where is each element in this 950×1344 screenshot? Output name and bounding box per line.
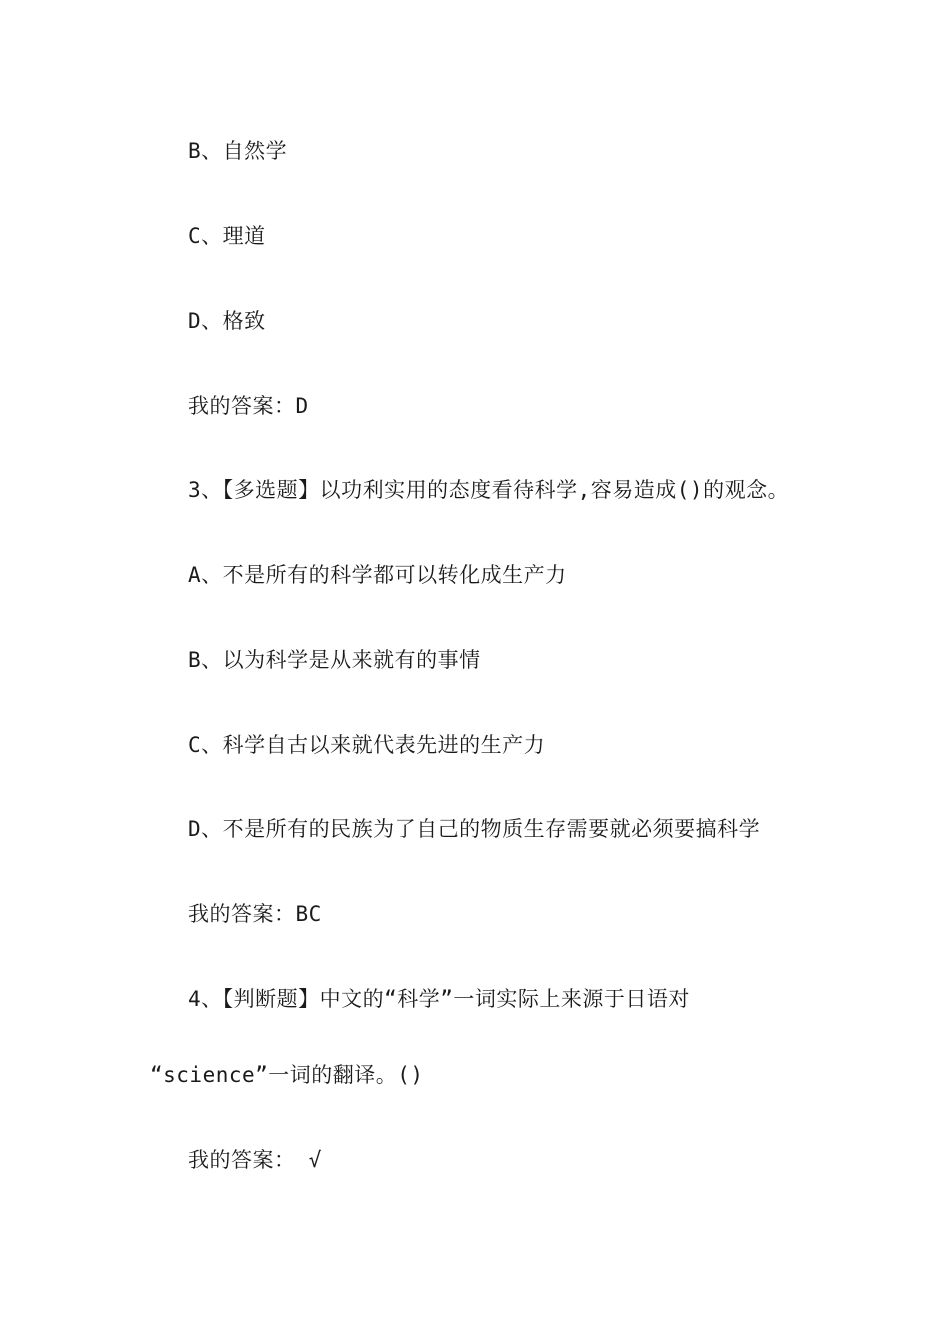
- q3-option-c: C、科学自古以来就代表先进的生产力: [188, 733, 546, 757]
- q3-option-b: B、以为科学是从来就有的事情: [188, 648, 481, 672]
- q4-question-line2: “science”一词的翻译。(): [150, 1063, 424, 1087]
- q3-question: 3、【多选题】以功利实用的态度看待科学,容易造成()的观念。: [188, 478, 790, 502]
- q2-option-d: D、格致: [188, 309, 266, 333]
- q2-option-b: B、自然学: [188, 139, 288, 163]
- q4-question-line1: 4、【判断题】中文的“科学”一词实际上来源于日语对: [188, 987, 690, 1011]
- q3-option-a: A、不是所有的科学都可以转化成生产力: [188, 563, 567, 587]
- q4-answer: 我的答案： √: [188, 1148, 322, 1172]
- q3-option-d: D、不是所有的民族为了自己的物质生存需要就必须要搞科学: [188, 817, 761, 841]
- q2-option-c: C、理道: [188, 224, 266, 248]
- q2-answer: 我的答案：D: [188, 394, 309, 418]
- q3-answer: 我的答案：BC: [188, 902, 322, 926]
